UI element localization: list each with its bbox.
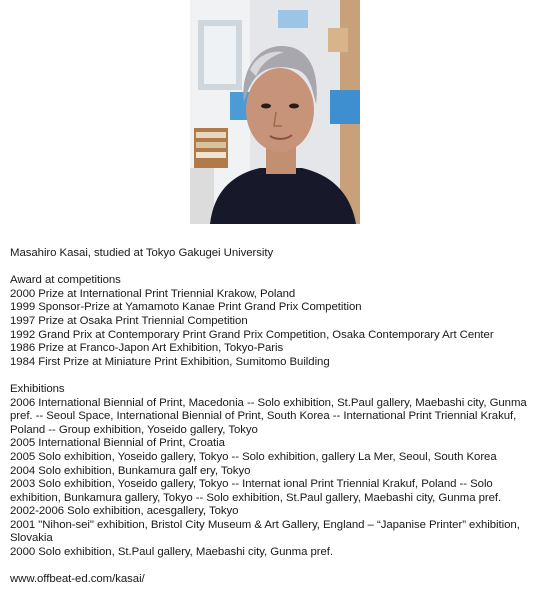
exhibition-item: 2003 Solo exhibition, Yoseido gallery, Tokyo -- Internat ional Print Triennial Krakuf, Poland -- Solo exhibition, Bunkamura gallery, Tokyo -- Solo exhibition, St.Paul gallery, Maebashi city, Gunma pref. <box>10 478 502 504</box>
award-item: 1984 First Prize at Miniature Print Exhibition, Sumitomo Building <box>10 355 330 368</box>
artist-biography <box>10 247 545 587</box>
portrait-illustration <box>190 0 360 224</box>
award-item: 1986 Prize at Franco-Japon Art Exhibition, Tokyo-Paris <box>10 342 284 355</box>
website-link[interactable]: www.offbeat-ed.com/kasai/ <box>10 573 145 586</box>
artist-intro: Masahiro Kasai, studied at Tokyo Gakugei University <box>10 247 274 259</box>
spacer <box>10 369 545 383</box>
awards-heading: Award at competitions <box>10 274 121 287</box>
award-item: 1997 Prize at Osaka Print Triennial Competition <box>10 314 248 327</box>
spacer <box>10 560 545 574</box>
exhibition-item: 2002-2006 Solo exhibition, acesgallery, Tokyo <box>10 505 239 518</box>
award-item: 1992 Grand Prix at Contemporary Print Grand Prix Competition, Osaka Contemporary Art Center <box>10 328 494 341</box>
award-item: 1999 Sponsor-Prize at Yamamoto Kanae Print Grand Prix Competition <box>10 301 362 314</box>
exhibition-item: 2006 International Biennial of Print, Macedonia -- Solo exhibition, St.Paul gallery, Maebashi city, Gunma pref. -- Seoul Space, International Biennial of Print, South Korea -- International Print Triennial Krakuf, Poland -- Group exhibition, Yoseido gallery, Tokyo <box>10 396 527 436</box>
exhibitions-heading: Exhibitions <box>10 382 65 395</box>
exhibition-item: 2005 Solo exhibition, Yoseido gallery, Tokyo -- Solo exhibition, gallery La Mer, Seoul, South Korea <box>10 450 497 463</box>
exhibition-item: 2001 "Nihon-sei" exhibition, Bristol City Museum & Art Gallery, England – “Japanise Printer” exhibition, Slovakia <box>10 518 520 545</box>
exhibition-item: 2000 Solo exhibition, St.Paul gallery, Maebashi city, Gunma pref. <box>10 546 334 559</box>
artist-portrait-photo <box>190 0 360 224</box>
exhibition-item: 2004 Solo exhibition, Bunkamura galf ery, Tokyo <box>10 464 251 477</box>
exhibition-item: 2005 International Biennial of Print, Croatia <box>10 437 225 450</box>
award-item: 2000 Prize at International Print Triennial Krakow, Poland <box>10 287 296 300</box>
spacer <box>10 261 545 275</box>
